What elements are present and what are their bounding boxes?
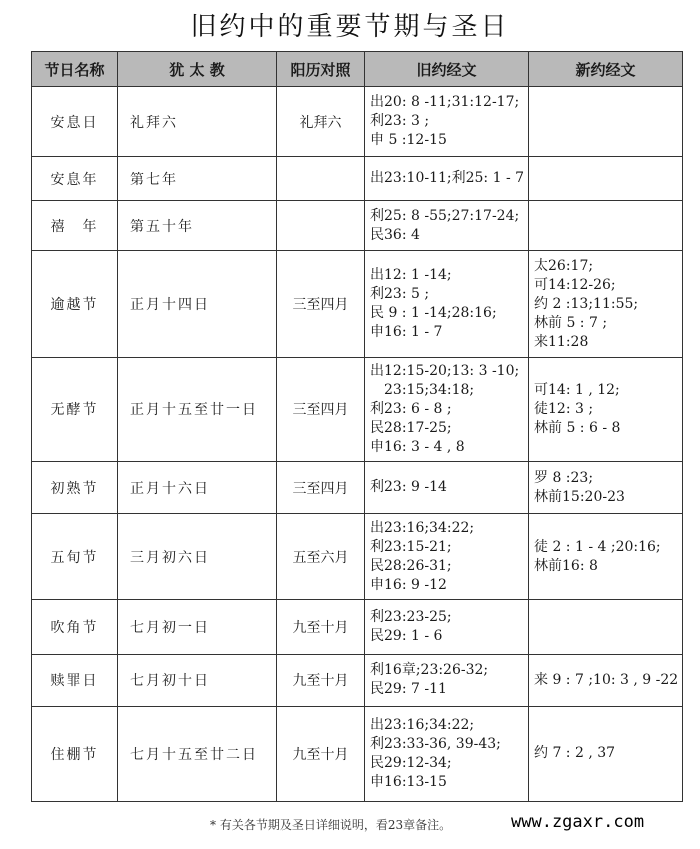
nt-refs-cell: [529, 357, 683, 461]
table-row: [32, 251, 683, 357]
jewish-calendar-cell: 第五十年: [118, 201, 277, 251]
nt-ref-line: 林前15:20-23: [534, 488, 625, 505]
nt-refs-cell: [529, 251, 683, 357]
nt-ref-line: 林前 5 : 6 - 8: [534, 419, 621, 436]
gregorian-cell: 九至十月: [277, 600, 365, 654]
gregorian-cell: 三至四月: [277, 357, 365, 461]
nt-ref-line: 约 2 :13;11:55;: [534, 295, 639, 312]
ot-ref-line: 申16: 3 - 4 , 8: [370, 438, 465, 455]
feast-name-cell: 禧 年: [32, 201, 118, 251]
header-judaism: 犹 太 教: [118, 52, 277, 87]
nt-ref-line: 可14: 1 , 12;: [534, 381, 620, 398]
jewish-calendar-cell: 七月十五至廿二日: [118, 706, 277, 801]
feast-name-cell: 五旬节: [32, 514, 118, 600]
jewish-calendar-cell: 七月初一日: [118, 600, 277, 654]
gregorian-cell: 五至六月: [277, 514, 365, 600]
header-gregorian: 阳历对照: [277, 52, 365, 87]
table-row: [32, 87, 683, 157]
table-row: [32, 157, 683, 201]
feast-name-cell: 逾越节: [32, 251, 118, 357]
ot-ref-line: 出23:16;34:22;: [370, 716, 475, 733]
gregorian-cell: [277, 201, 365, 251]
ot-ref-line: 申16: 9 -12: [370, 576, 447, 593]
nt-refs-cell: [529, 600, 683, 654]
ot-ref-line: 申16: 1 - 7: [370, 324, 443, 341]
nt-refs-cell: [529, 157, 683, 201]
ot-ref-line: 利23:23-25;: [370, 608, 452, 625]
gregorian-cell: [277, 157, 365, 201]
ot-ref-line: 出12:15-20;13: 3 -10;: [370, 362, 520, 379]
nt-refs-cell: [529, 514, 683, 600]
ot-ref-line: 出20: 8 -11;31:12-17;: [370, 94, 520, 111]
header-row: [32, 52, 683, 87]
nt-ref-line: 徒 2 : 1 - 4 ;20:16;: [534, 538, 661, 555]
ot-ref-line: 出23:10-11;利25: 1 - 7: [370, 170, 525, 187]
nt-refs-cell: [529, 706, 683, 801]
ot-ref-line: 民29:12-34;: [370, 754, 452, 771]
gregorian-cell: 九至十月: [277, 654, 365, 706]
gregorian-cell: 三至四月: [277, 251, 365, 357]
nt-ref-line: 来11:28: [534, 333, 589, 350]
gregorian-cell: 三至四月: [277, 462, 365, 514]
ot-refs-cell: [365, 87, 529, 157]
ot-ref-line: 利23: 5 ;: [370, 286, 430, 303]
ot-refs-cell: [365, 514, 529, 600]
ot-ref-line: 利25: 8 -55;27:17-24;: [370, 207, 520, 224]
jewish-calendar-cell: 礼拜六: [118, 87, 277, 157]
ot-refs-cell: [365, 706, 529, 801]
ot-ref-line: 出12: 1 -14;: [370, 267, 452, 284]
ot-ref-line: 利23: 3 ;: [370, 113, 430, 130]
ot-refs-cell: [365, 357, 529, 461]
table-row: [32, 201, 683, 251]
table-row: [32, 600, 683, 654]
nt-refs-cell: [529, 654, 683, 706]
footnote: * 有关各节期及圣日详细说明，看23章备注。: [210, 818, 452, 832]
nt-ref-line: 林前16: 8: [534, 557, 598, 574]
nt-refs-cell: [529, 87, 683, 157]
table-row: [32, 706, 683, 801]
ot-ref-line: 利23:33-36, 39-43;: [370, 735, 501, 752]
page-title: 旧约中的重要节期与圣日: [190, 12, 510, 42]
nt-ref-line: 太26:17;: [534, 257, 594, 274]
gregorian-cell: 礼拜六: [277, 87, 365, 157]
ot-ref-line: 利23:15-21;: [370, 538, 452, 555]
nt-ref-line: 来 9 : 7 ;10: 3 , 9 -22: [534, 671, 679, 688]
jewish-calendar-cell: 正月十六日: [118, 462, 277, 514]
nt-ref-line: 可14:12-26;: [534, 276, 616, 293]
ot-ref-line: 利16章;23:26-32;: [370, 662, 489, 679]
ot-refs-cell: [365, 157, 529, 201]
ot-ref-line: 民29: 7 -11: [370, 681, 447, 698]
feast-name-cell: 无酵节: [32, 357, 118, 461]
ot-ref-line: 民 9 : 1 -14;28:16;: [370, 305, 497, 322]
ot-ref-line: 民36: 4: [370, 226, 420, 243]
header-ot-refs: 旧约经文: [365, 52, 529, 87]
ot-ref-line: 利23: 6 - 8 ;: [370, 400, 452, 417]
ot-refs-cell: [365, 201, 529, 251]
ot-ref-line: 民29: 1 - 6: [370, 627, 443, 644]
header-feast-name: 节日名称: [32, 52, 118, 87]
watermark: www.zgaxr.com: [511, 812, 645, 832]
feast-name-cell: 安息日: [32, 87, 118, 157]
table-row: [32, 654, 683, 706]
jewish-calendar-cell: 第七年: [118, 157, 277, 201]
ot-refs-cell: [365, 251, 529, 357]
ot-ref-line: 利23: 9 -14: [370, 479, 447, 496]
ot-ref-line: 申16:13-15: [370, 773, 447, 790]
nt-ref-line: 约 7 : 2 , 37: [534, 745, 616, 762]
jewish-calendar-cell: 正月十四日: [118, 251, 277, 357]
ot-ref-line: 23:15;34:18;: [370, 381, 475, 398]
nt-refs-cell: [529, 462, 683, 514]
ot-ref-line: 出23:16;34:22;: [370, 519, 475, 536]
jewish-calendar-cell: 七月初十日: [118, 654, 277, 706]
ot-refs-cell: [365, 600, 529, 654]
feast-name-cell: 住棚节: [32, 706, 118, 801]
header-nt-refs: 新约经文: [529, 52, 683, 87]
ot-ref-line: 申 5 :12-15: [370, 132, 447, 149]
table-row: [32, 357, 683, 461]
gregorian-cell: 九至十月: [277, 706, 365, 801]
ot-ref-line: 民28:17-25;: [370, 419, 452, 436]
nt-ref-line: 罗 8 :23;: [534, 469, 594, 486]
jewish-calendar-cell: 正月十五至廿一日: [118, 357, 277, 461]
nt-ref-line: 林前 5 : 7 ;: [534, 314, 608, 331]
nt-ref-line: 徒12: 3 ;: [534, 400, 594, 417]
ot-ref-line: 民28:26-31;: [370, 557, 452, 574]
ot-refs-cell: [365, 462, 529, 514]
feast-name-cell: 赎罪日: [32, 654, 118, 706]
table-row: [32, 462, 683, 514]
feasts-table: [31, 51, 683, 802]
ot-refs-cell: [365, 654, 529, 706]
feast-name-cell: 初熟节: [32, 462, 118, 514]
nt-refs-cell: [529, 201, 683, 251]
jewish-calendar-cell: 三月初六日: [118, 514, 277, 600]
feast-name-cell: 安息年: [32, 157, 118, 201]
table-row: [32, 514, 683, 600]
feast-name-cell: 吹角节: [32, 600, 118, 654]
